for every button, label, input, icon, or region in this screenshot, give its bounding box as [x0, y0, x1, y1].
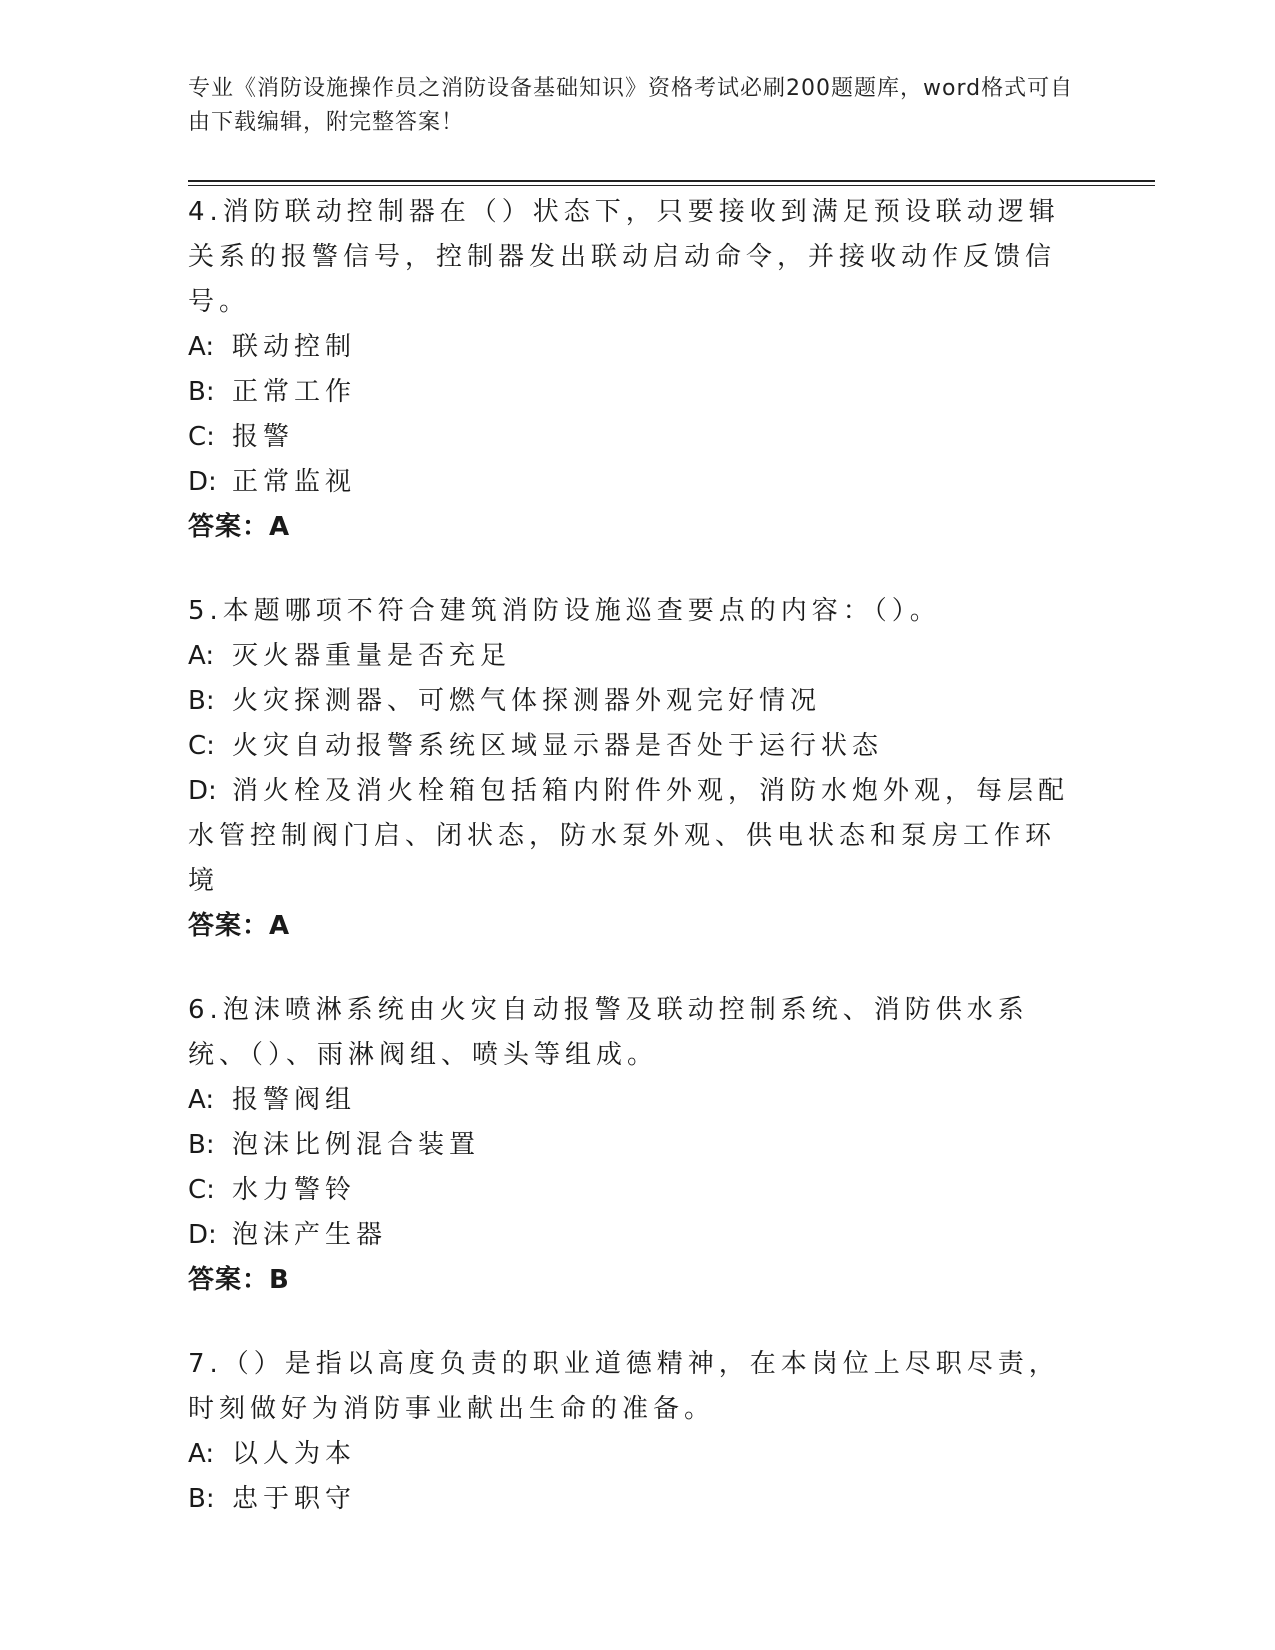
question-stem: 7.（）是指以高度负责的职业道德精神，在本岗位上尽职尽责，时刻做好为消防事业献出生命的准备。	[188, 1349, 1060, 1424]
option-text: 灭火器重量是否充足	[232, 641, 512, 671]
option-d	[188, 1213, 1078, 1258]
option-d	[188, 460, 1078, 505]
header-title: 专业《消防设施操作员之消防设备基础知识》资格考试必刷200题题库，word格式可自由下载编辑，附完整答案！	[188, 76, 1074, 135]
option-d	[188, 769, 1078, 904]
option-key: A:	[188, 641, 215, 671]
option-key: A:	[188, 1085, 215, 1115]
option-a	[188, 634, 1078, 679]
option-key: C:	[188, 1175, 215, 1205]
answer-line: 答案：B	[188, 1265, 290, 1295]
option-b	[188, 1477, 1078, 1522]
option-text: 消火栓及消火栓箱包括箱内附件外观，消防水炮外观，每层配水管控制阀门启、闭状态，防水泵外观、供电状态和泵房工作环境	[188, 776, 1070, 896]
option-text: 报警	[232, 422, 295, 452]
option-b	[188, 679, 1078, 724]
option-key: B:	[188, 1484, 215, 1514]
option-text: 联动控制	[232, 332, 357, 362]
option-key: D:	[188, 1220, 217, 1250]
option-text: 忠于职守	[232, 1484, 357, 1514]
option-text: 水力警铃	[232, 1175, 357, 1205]
option-a	[188, 1078, 1078, 1123]
header-divider-thick	[188, 180, 1155, 182]
question-stem: 6.泡沫喷淋系统由火灾自动报警及联动控制系统、消防供水系统、（）、雨淋阀组、喷头等组成。	[188, 995, 1029, 1070]
option-b	[188, 370, 1078, 415]
option-b	[188, 1123, 1078, 1168]
question-6	[188, 988, 1078, 1303]
option-c	[188, 724, 1078, 769]
document-header	[188, 72, 1088, 140]
question-list	[188, 190, 1078, 1561]
question-7	[188, 1342, 1078, 1522]
question-4	[188, 190, 1078, 550]
option-text: 泡沫产生器	[232, 1220, 388, 1250]
question-stem: 5.本题哪项不符合建筑消防设施巡查要点的内容：（）。	[188, 596, 941, 626]
option-a	[188, 1432, 1078, 1477]
question-5	[188, 589, 1078, 949]
option-c	[188, 1168, 1078, 1213]
option-a	[188, 325, 1078, 370]
option-key: A:	[188, 1439, 215, 1469]
option-text: 火灾探测器、可燃气体探测器外观完好情况	[232, 686, 822, 716]
option-text: 正常监视	[232, 467, 357, 497]
option-key: C:	[188, 422, 215, 452]
option-key: D:	[188, 467, 217, 497]
option-key: B:	[188, 1130, 215, 1160]
answer-line: 答案：A	[188, 911, 291, 941]
question-stem: 4.消防联动控制器在（）状态下，只要接收到满足预设联动逻辑关系的报警信号，控制器发出联动启动命令，并接收动作反馈信号。	[188, 197, 1060, 317]
option-key: B:	[188, 377, 215, 407]
option-key: D:	[188, 776, 217, 806]
option-key: C:	[188, 731, 215, 761]
answer-line: 答案：A	[188, 512, 291, 542]
option-text: 报警阀组	[232, 1085, 357, 1115]
option-text: 以人为本	[232, 1439, 357, 1469]
option-c	[188, 415, 1078, 460]
option-text: 泡沫比例混合装置	[232, 1130, 481, 1160]
option-key: B:	[188, 686, 215, 716]
option-key: A:	[188, 332, 215, 362]
header-divider-thin	[188, 185, 1155, 186]
option-text: 火灾自动报警系统区域显示器是否处于运行状态	[232, 731, 884, 761]
option-text: 正常工作	[232, 377, 357, 407]
